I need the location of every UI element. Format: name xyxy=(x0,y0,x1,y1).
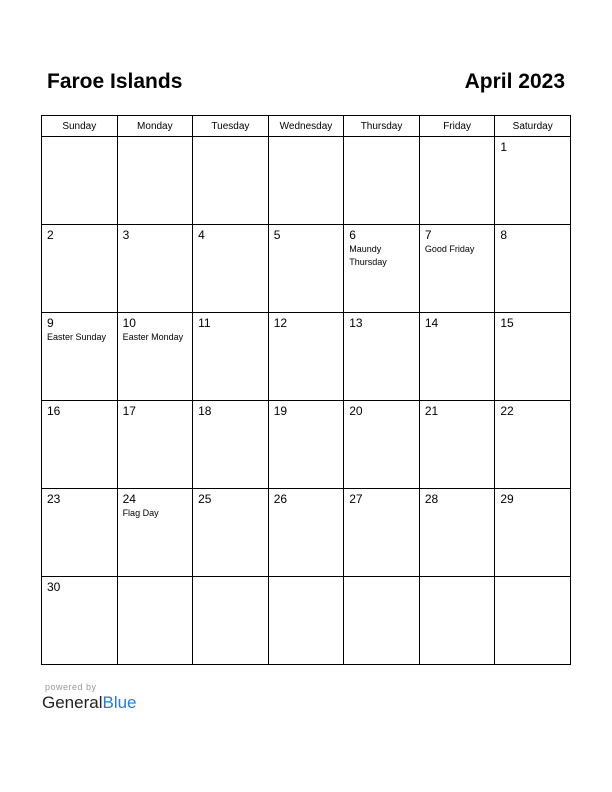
month-year-title: April 2023 xyxy=(464,70,565,93)
day-number: 14 xyxy=(424,316,439,330)
day-cell xyxy=(344,137,420,225)
day-number: 22 xyxy=(500,404,514,418)
day-number: 21 xyxy=(424,404,439,418)
day-cell[interactable] xyxy=(495,137,571,225)
day-number: 26 xyxy=(273,492,288,506)
day-number: 29 xyxy=(500,492,514,506)
day-number: 2 xyxy=(47,228,54,242)
day-cell xyxy=(193,577,269,665)
day-cell[interactable] xyxy=(42,225,118,313)
weekday-header-row xyxy=(42,116,571,137)
weekday-header: Thursday xyxy=(344,116,420,137)
week-row xyxy=(42,313,571,401)
day-number: 23 xyxy=(47,492,61,506)
week-row xyxy=(42,489,571,577)
day-cell[interactable] xyxy=(117,313,193,401)
day-number: 6 xyxy=(349,228,356,242)
day-number: 13 xyxy=(349,316,363,330)
day-number: 17 xyxy=(122,404,136,418)
day-cell[interactable] xyxy=(495,489,571,577)
week-row xyxy=(42,225,571,313)
day-cell[interactable] xyxy=(193,313,269,401)
day-cell[interactable] xyxy=(193,401,269,489)
brand-general: General xyxy=(42,693,103,712)
week-row xyxy=(42,401,571,489)
week-row xyxy=(42,577,571,665)
day-cell[interactable] xyxy=(344,489,420,577)
holiday-label: Easter Monday xyxy=(122,332,184,342)
weekday-header: Monday xyxy=(117,116,193,137)
weekday-header: Friday xyxy=(419,116,495,137)
day-cell[interactable] xyxy=(419,313,495,401)
day-cell[interactable] xyxy=(268,313,344,401)
day-number: 19 xyxy=(273,404,288,418)
day-cell xyxy=(419,137,495,225)
day-number: 5 xyxy=(273,228,281,242)
day-cell[interactable] xyxy=(193,225,269,313)
day-number: 4 xyxy=(198,228,205,242)
day-cell xyxy=(268,137,344,225)
day-number: 30 xyxy=(47,580,61,594)
day-cell xyxy=(419,577,495,665)
brand-blue: Blue xyxy=(102,693,137,712)
day-cell[interactable] xyxy=(268,489,344,577)
day-cell[interactable] xyxy=(117,225,193,313)
day-cell xyxy=(495,577,571,665)
day-cell xyxy=(193,137,269,225)
day-cell[interactable] xyxy=(419,401,495,489)
day-cell[interactable] xyxy=(419,225,495,313)
day-number: 15 xyxy=(500,316,514,330)
day-number: 8 xyxy=(500,228,508,242)
day-cell xyxy=(117,137,193,225)
day-cell[interactable] xyxy=(419,489,495,577)
weekday-header: Saturday xyxy=(495,116,571,137)
day-number: 12 xyxy=(273,316,288,330)
day-cell[interactable] xyxy=(495,401,571,489)
day-cell xyxy=(42,137,118,225)
day-cell xyxy=(344,577,420,665)
day-number: 7 xyxy=(424,228,432,242)
weekday-header: Sunday xyxy=(42,116,118,137)
day-cell[interactable] xyxy=(344,401,420,489)
calendar-grid xyxy=(41,115,571,665)
day-number: 25 xyxy=(198,492,212,506)
day-cell[interactable] xyxy=(344,225,420,313)
day-number: 16 xyxy=(47,404,61,418)
day-cell[interactable] xyxy=(117,489,193,577)
day-cell[interactable] xyxy=(42,313,118,401)
day-cell[interactable] xyxy=(42,489,118,577)
day-number: 28 xyxy=(424,492,439,506)
day-number: 9 xyxy=(47,316,54,330)
holiday-label: Maundy Thursday xyxy=(349,244,387,267)
day-cell xyxy=(268,577,344,665)
day-number: 10 xyxy=(122,316,136,330)
holiday-label: Good Friday xyxy=(424,244,475,254)
holiday-label: Flag Day xyxy=(122,508,159,518)
holiday-label: Easter Sunday xyxy=(47,332,107,342)
day-number: 3 xyxy=(122,228,130,242)
day-cell[interactable] xyxy=(117,401,193,489)
day-cell[interactable] xyxy=(344,313,420,401)
day-cell xyxy=(117,577,193,665)
day-cell[interactable] xyxy=(495,225,571,313)
day-cell[interactable] xyxy=(42,577,118,665)
powered-by-label: powered by xyxy=(45,682,97,692)
day-cell[interactable] xyxy=(268,225,344,313)
day-cell[interactable] xyxy=(42,401,118,489)
day-number: 24 xyxy=(122,492,136,506)
week-row xyxy=(42,137,571,225)
day-cell[interactable] xyxy=(193,489,269,577)
day-cell[interactable] xyxy=(268,401,344,489)
day-number: 18 xyxy=(198,404,212,418)
day-cell[interactable] xyxy=(495,313,571,401)
day-number: 1 xyxy=(500,140,508,154)
country-title: Faroe Islands xyxy=(47,70,183,93)
day-number: 11 xyxy=(198,316,211,330)
brand-logo[interactable] xyxy=(42,693,137,713)
weekday-header: Wednesday xyxy=(268,116,344,137)
day-number: 20 xyxy=(349,404,363,418)
weekday-header: Tuesday xyxy=(193,116,269,137)
day-number: 27 xyxy=(349,492,363,506)
